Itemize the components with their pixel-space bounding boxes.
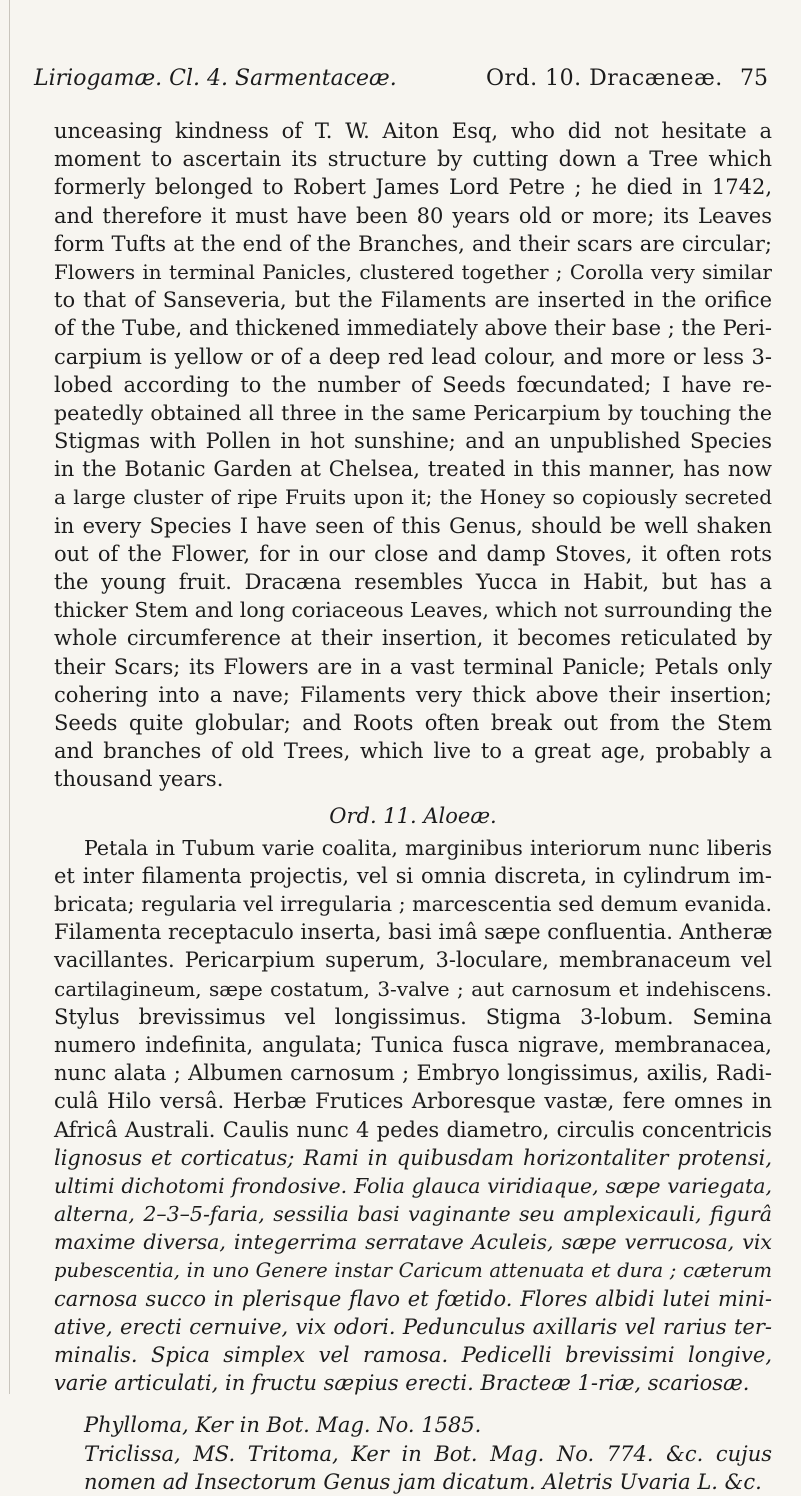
text-line: maxime diversa, integerrima serratave Aculeis, sæpe verrucosa, vix: [54, 1230, 772, 1255]
text-line: Seeds quite globular; and Roots often break out from the Stem: [54, 710, 772, 735]
text-line: numero indefinita, angulata; Tunica fusca nigrave, membranacea,: [54, 1033, 772, 1057]
text-line: unceasing kindness of T. W. Aiton Esq, who did not hesitate a: [54, 119, 772, 143]
reference-line: Triclissa, MS. Tritoma, Ker in Bot. Mag. No. 774. &c. cujus: [84, 1441, 772, 1466]
running-header: [34, 66, 768, 100]
reference-line: nomen ad Insectorum Genus jam dicatum. Aletris Uvaria L. &c.: [84, 1469, 762, 1494]
text-line: Stigmas with Pollen in hot sunshine; and an unpublished Species: [54, 429, 772, 454]
text-line: carnosa succo in plerisque flavo et fœtido. Flores albidi lutei mini-: [54, 1286, 772, 1311]
text-line: varie articulati, in fructu sæpius erecti. Bracteæ 1-riæ, scariosæ.: [54, 1371, 750, 1396]
text-line: their Scars; its Flowers are in a vast terminal Panicle; Petals only: [54, 654, 772, 679]
text-line: Stylus brevissimus vel longissimus. Stigma 3-lobum. Semina: [54, 1004, 772, 1029]
header-classification: Liriogamæ. Cl. 4. Sarmentaceæ.: [34, 66, 397, 91]
text-line: minalis. Spica simplex vel ramosa. Pedicelli brevissimi longive,: [54, 1343, 772, 1368]
text-line: thousand years.: [54, 767, 224, 792]
reference-line: Phylloma, Ker in Bot. Mag. No. 1585.: [84, 1413, 482, 1438]
order-heading: Ord. 11. Aloeæ.: [329, 803, 497, 828]
text-line: thicker Stem and long coriaceous Leaves, which not surrounding the: [54, 598, 773, 623]
text-line: and branches of old Trees, which live to a great age, probably a: [54, 739, 772, 764]
text-line: in the Botanic Garden at Chelsea, treated in this manner, has now: [54, 457, 772, 482]
paragraph-dracaena: [54, 117, 772, 794]
text-line: ative, erecti cernuive, vix odori. Pedunculus axillaris vel rarius ter-: [54, 1314, 772, 1339]
synonym-references: [54, 1411, 772, 1496]
text-line: Petala in Tubum varie coalita, marginibus interiorum nunc liberis: [84, 835, 772, 860]
text-line: in every Species I have seen of this Genus, should be well shaken: [54, 513, 772, 538]
page-number: 75: [740, 66, 768, 91]
text-line: the young fruit. Dracæna resembles Yucca in Habit, but has a: [54, 570, 772, 594]
text-line: vacillantes. Pericarpium superum, 3-loculare, membranaceum vel: [54, 948, 772, 973]
text-line: cohering into a nave; Filaments very thick above their insertion;: [54, 682, 772, 707]
text-line: form Tufts at the end of the Branches, and their scars are circular;: [54, 231, 772, 256]
text-line: peatedly obtained all three in the same Pericarpium by touching the: [54, 400, 772, 425]
text-line: Africâ Australi. Caulis nunc 4 pedes diametro, circulis concentricis: [54, 1117, 772, 1142]
text-line: lignosus et corticatus; Rami in quibusdam horizontaliter protensi,: [54, 1145, 772, 1170]
page-edge-line: [9, 0, 10, 1394]
text-line: bricata; regularia vel irregularia ; marcescentia sed demum evanida.: [54, 892, 772, 917]
text-line: and therefore it must have been 80 years old or more; its Leaves: [54, 203, 772, 228]
text-line: to that of Sanseveria, but the Filaments are inserted in the orifice: [54, 288, 772, 313]
spacer: [54, 1397, 772, 1411]
text-line: out of the Flower, for in our close and damp Stoves, it often rots: [54, 541, 772, 566]
text-line: a large cluster of ripe Fruits upon it; the Honey so copiously secreted: [54, 485, 772, 510]
text-line: formerly belonged to Robert James Lord Petre ; he died in 1742,: [54, 175, 772, 200]
text-line: carpium is yellow or of a deep red lead colour, and more or less 3-: [54, 344, 772, 369]
text-line: ultimi dichotomi frondosive. Folia glauca viridiaque, sæpe variegata,: [54, 1173, 772, 1198]
text-line: pubescentia, in uno Genere instar Caricum attenuata et dura ; cæterum: [54, 1258, 772, 1282]
body-text: [54, 117, 772, 1496]
paragraph-aloeae: [54, 834, 772, 1398]
text-line: nunc alata ; Albumen carnosum ; Embryo longissimus, axilis, Radi-: [54, 1061, 772, 1086]
text-line: culâ Hilo versâ. Herbæ Frutices Arboresque vastæ, fere omnes in: [54, 1089, 772, 1114]
text-line: of the Tube, and thickened immediately above their base ; the Peri-: [54, 316, 773, 341]
text-line: cartilagineum, sæpe costatum, 3-valve ; aut carnosum et indehiscens.: [54, 976, 772, 1001]
text-line: alterna, 2–3–5-faria, sessilia basi vaginante seu amplexicauli, figurâ: [54, 1202, 772, 1227]
text-line: whole circumference at their insertion, it becomes reticulated by: [54, 626, 772, 651]
text-line: Flowers in terminal Panicles, clustered together ; Corolla very similar: [54, 259, 772, 284]
text-line: lobed according to the number of Seeds fœcundated; I have re-: [54, 372, 772, 397]
text-line: Filamenta receptaculo inserta, basi imâ sæpe confluentia. Antheræ: [54, 920, 773, 945]
text-line: et inter filamenta projectis, vel si omnia discreta, in cylindrum im-: [54, 863, 772, 888]
text-line: moment to ascertain its structure by cutting down a Tree which: [54, 147, 772, 172]
header-order: Ord. 10. Dracæneæ.: [486, 66, 723, 91]
